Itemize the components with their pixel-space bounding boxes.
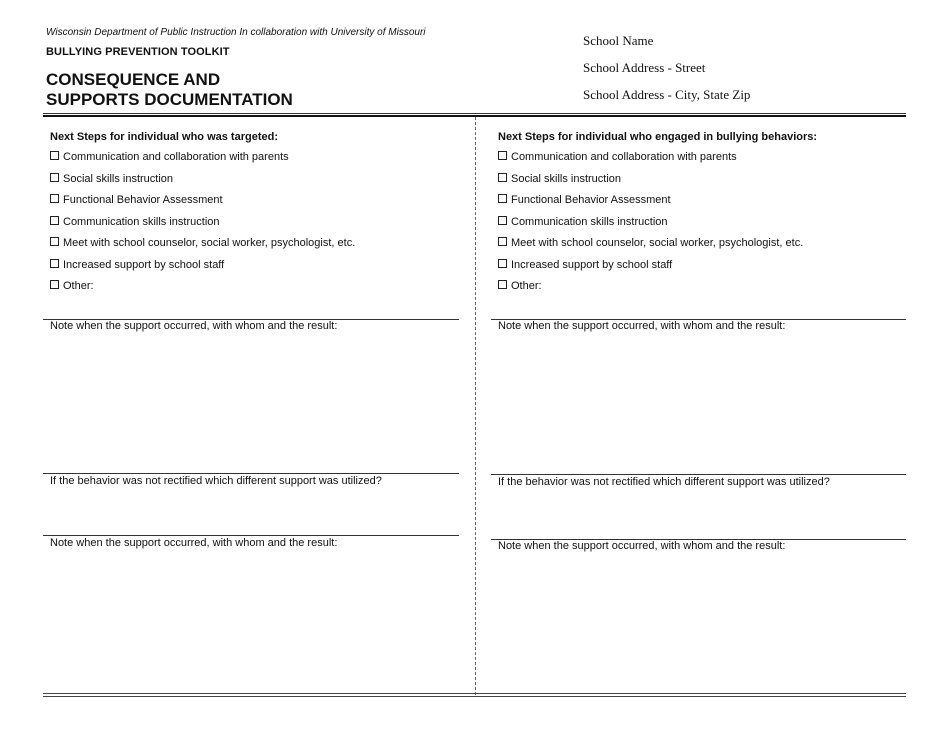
option-label: Functional Behavior Assessment	[63, 194, 223, 206]
option-label: Communication skills instruction	[63, 216, 220, 228]
organization-line: Wisconsin Department of Public Instruction In collaboration with University of Missouri	[46, 27, 426, 38]
right-rectified-area[interactable]	[491, 492, 906, 537]
footer-rule-2	[43, 696, 906, 697]
page-title-line-1: CONSEQUENCE AND	[46, 70, 221, 89]
footer-rule-1	[43, 693, 906, 694]
right-option-communication-skills[interactable]	[498, 216, 668, 228]
column-divider	[475, 117, 476, 695]
right-section-line-2	[491, 474, 906, 475]
left-rectified-area[interactable]	[43, 491, 459, 533]
option-label: Social skills instruction	[511, 173, 622, 185]
right-option-other[interactable]	[498, 280, 542, 292]
option-label: Communication and collaboration with parents	[511, 151, 737, 163]
left-section-line-3	[43, 535, 459, 536]
left-option-counselor[interactable]	[50, 237, 355, 249]
left-note-2-label: Note when the support occurred, with whom and the result:	[50, 537, 338, 549]
right-option-fba[interactable]	[498, 194, 671, 206]
right-option-parents[interactable]	[498, 151, 737, 163]
checkbox-icon[interactable]	[498, 280, 507, 289]
option-label: Meet with school counselor, social worker, psychologist, etc.	[63, 237, 356, 249]
option-label: Other:	[511, 280, 542, 292]
option-label: Functional Behavior Assessment	[511, 194, 671, 206]
checkbox-icon[interactable]	[50, 216, 59, 225]
checkbox-icon[interactable]	[50, 151, 59, 160]
page-title-line-2: SUPPORTS DOCUMENTATION	[46, 90, 293, 109]
right-rectified-label: If the behavior was not rectified which different support was utilized?	[498, 476, 830, 488]
left-note-2-area[interactable]	[43, 553, 459, 689]
left-option-other[interactable]	[50, 280, 94, 292]
checkbox-icon[interactable]	[50, 173, 59, 182]
header-rule-thin	[43, 113, 906, 114]
left-option-communication-skills[interactable]	[50, 216, 220, 228]
option-label: Communication and collaboration with parents	[63, 151, 289, 163]
checkbox-icon[interactable]	[498, 216, 507, 225]
left-option-fba[interactable]	[50, 194, 223, 206]
checkbox-icon[interactable]	[50, 194, 59, 203]
school-name-field[interactable]: School Name	[583, 33, 654, 48]
left-note-1-area[interactable]	[43, 336, 459, 472]
option-label: Other:	[63, 280, 94, 292]
right-option-counselor[interactable]	[498, 237, 803, 249]
right-option-social-skills[interactable]	[498, 173, 621, 185]
checkbox-icon[interactable]	[498, 237, 507, 246]
checkbox-icon[interactable]	[498, 151, 507, 160]
option-label: Increased support by school staff	[63, 259, 225, 271]
checkbox-icon[interactable]	[498, 259, 507, 268]
checkbox-icon[interactable]	[50, 259, 59, 268]
option-label: Increased support by school staff	[511, 259, 673, 271]
option-label: Social skills instruction	[63, 173, 174, 185]
checkbox-icon[interactable]	[498, 173, 507, 182]
checkbox-icon[interactable]	[498, 194, 507, 203]
left-option-social-skills[interactable]	[50, 173, 173, 185]
left-option-parents[interactable]	[50, 151, 289, 163]
left-note-1-label: Note when the support occurred, with whom and the result:	[50, 320, 338, 332]
checkbox-icon[interactable]	[50, 237, 59, 246]
right-option-staff-support[interactable]	[498, 259, 672, 271]
right-heading: Next Steps for individual who engaged in bullying behaviors:	[498, 131, 818, 143]
option-label: Communication skills instruction	[511, 216, 668, 228]
right-note-2-label: Note when the support occurred, with whom and the result:	[498, 540, 786, 552]
school-address-street-field[interactable]: School Address - Street	[583, 60, 706, 75]
right-note-2-area[interactable]	[491, 556, 906, 690]
toolkit-label: BULLYING PREVENTION TOOLKIT	[46, 46, 230, 58]
school-address-city-field[interactable]: School Address - City, State Zip	[583, 87, 751, 102]
right-note-1-label: Note when the support occurred, with whom and the result:	[498, 320, 786, 332]
left-option-staff-support[interactable]	[50, 259, 224, 271]
left-rectified-label: If the behavior was not rectified which different support was utilized?	[50, 475, 382, 487]
option-label: Meet with school counselor, social worker, psychologist, etc.	[511, 237, 804, 249]
checkbox-icon[interactable]	[50, 280, 59, 289]
left-section-line-2	[43, 473, 459, 474]
left-heading: Next Steps for individual who was targeted:	[50, 131, 278, 143]
right-note-1-area[interactable]	[491, 336, 906, 473]
